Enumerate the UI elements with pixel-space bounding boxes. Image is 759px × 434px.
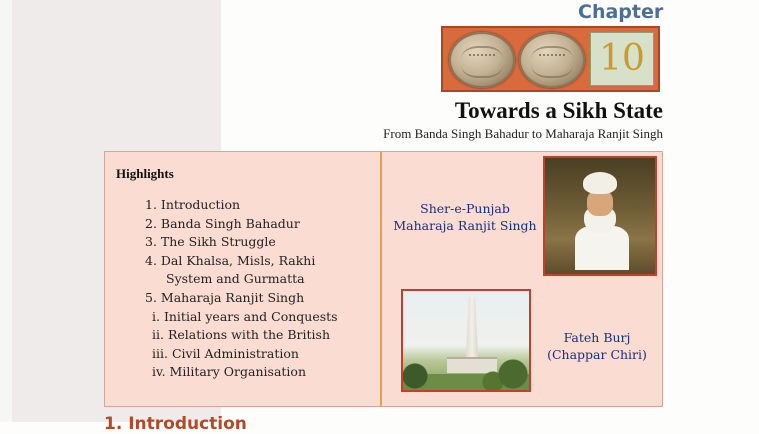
list-item: i. Initial years and Conquests <box>152 308 338 324</box>
chapter-label: Chapter <box>578 1 664 23</box>
list-item: 5. Maharaja Ranjit Singh <box>145 289 305 305</box>
coin-icon <box>519 32 585 88</box>
chapter-number: 10 <box>599 38 645 79</box>
list-item: System and Gurmatta <box>166 271 305 287</box>
list-item: 1. Introduction <box>145 197 241 212</box>
portrait-caption-line: Maharaja Ranjit Singh <box>393 218 537 233</box>
coin-icon <box>449 32 515 88</box>
list-item: ii. Relations with the British <box>152 327 331 343</box>
highlights-heading: Highlights <box>116 166 174 181</box>
section-heading-partial: 1. Introduction <box>104 414 247 434</box>
list-item: 2. Banda Singh Bahadur <box>145 215 300 231</box>
highlights-panel <box>104 151 663 407</box>
list-item: iv. Military Organisation <box>152 364 306 380</box>
fort-trees <box>403 356 531 390</box>
chapter-number-box <box>590 32 654 86</box>
portrait-caption-line: Sher-e-Punjab <box>420 201 510 216</box>
monument-caption-line: Fateh Burj <box>563 330 631 345</box>
chapter-subtitle: From Banda Singh Bahadur to Maharaja Ranjit Singh <box>383 126 663 141</box>
portrait-figure <box>575 172 627 270</box>
chapter-coin-banner <box>441 26 660 92</box>
list-item: 3. The Sikh Struggle <box>145 234 276 250</box>
fateh-burj-image <box>401 289 531 392</box>
panel-divider <box>380 152 382 406</box>
portrait-turban <box>583 172 617 194</box>
monument-caption <box>537 329 657 363</box>
page-edge <box>0 0 12 422</box>
list-item: iii. Civil Administration <box>152 345 299 361</box>
ranjit-singh-portrait-image <box>543 156 657 276</box>
chapter-title: Towards a Sikh State <box>454 98 663 123</box>
monument-caption-line: (Chappar Chiri) <box>547 347 647 362</box>
portrait-caption <box>385 200 545 234</box>
highlights-list <box>145 196 338 382</box>
list-item: 4. Dal Khalsa, Misls, Rakhi <box>145 252 316 268</box>
